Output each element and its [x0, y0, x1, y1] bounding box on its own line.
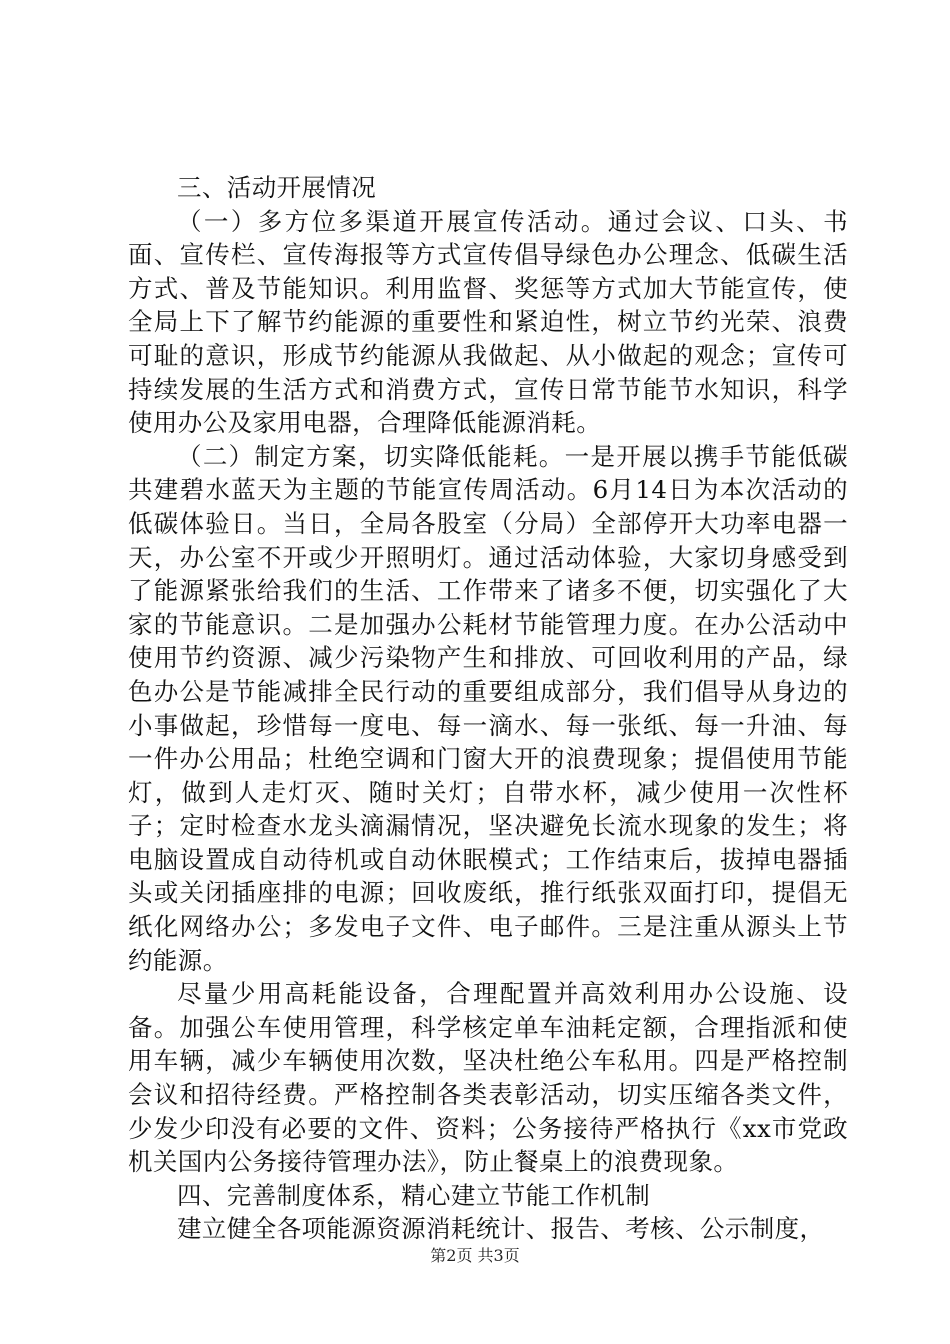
- page-number-footer: 第2页 共3页: [430, 1246, 520, 1265]
- paragraph-equipment: 尽量少用高耗能设备，合理配置并高效利用办公设施、设备。加强公车使用管理，科学核定单车油耗定额，合理指派和使用车辆，减少车辆使用次数，坚决杜绝公车私用。四是严格控制会议和招待经费。严格控制各类表彰活动，切实压缩各类文件，少发少印没有必要的文件、资料；公务接待严格执行《xx市党政机关国内公务接待管理办法》，防止餐桌上的浪费现象。: [128, 979, 848, 1177]
- paragraph-statistics: 建立健全各项能源资源消耗统计、报告、考核、公示制度，: [177, 1214, 825, 1244]
- document-body: [128, 171, 848, 1246]
- paragraph-plan: （二）制定方案，切实降低能耗。一是开展以携手节能低碳共建碧水蓝天为主题的节能宣传周活动。6月14日为本次活动的低碳体验日。当日，全局各股室（分局）全部停开大功率电器一天，办公室不开或少开照明灯。通过活动体验，大家切身感受到了能源紧张给我们的生活、工作带来了诸多不便，切实强化了大家的节能意识。二是加强办公耗材节能管理力度。在办公活动中使用节约资源、减少污染物产生和排放、可回收利用的产品，绿色办公是节能减排全民行动的重要组成部分，我们倡导从身边的小事做起，珍惜每一度电、每一滴水、每一张纸、每一升油、每一件办公用品；杜绝空调和门窗大开的浪费现象；提倡使用节能灯，做到人走灯灭、随时关灯；自带水杯，减少使用一次性杯子；定时检查水龙头滴漏情况，坚决避免长流水现象的发生；将电脑设置成自动待机或自动休眠模式；工作结束后，拔掉电器插头或关闭插座排的电源；回收废纸，推行纸张双面打印，提倡无纸化网络办公；多发电子文件、电子邮件。三是注重从源头上节约能源。: [128, 441, 848, 975]
- section-heading-system: 四、完善制度体系，精心建立节能工作机制: [177, 1180, 651, 1210]
- section-heading-activities: 三、活动开展情况: [177, 173, 377, 202]
- paragraph-publicity: （一）多方位多渠道开展宣传活动。通过会议、口头、书面、宣传栏、宣传海报等方式宣传倡导绿色办公理念、低碳生活方式、普及节能知识。利用监督、奖惩等方式加大节能宣传，使全局上下了解节约能源的重要性和紧迫性，树立节约光荣、浪费可耻的意识，形成节约能源从我做起、从小做起的观念；宣传可持续发展的生活方式和消费方式，宣传日常节能节水知识，科学使用办公及家用电器，合理降低能源消耗。: [128, 206, 848, 438]
